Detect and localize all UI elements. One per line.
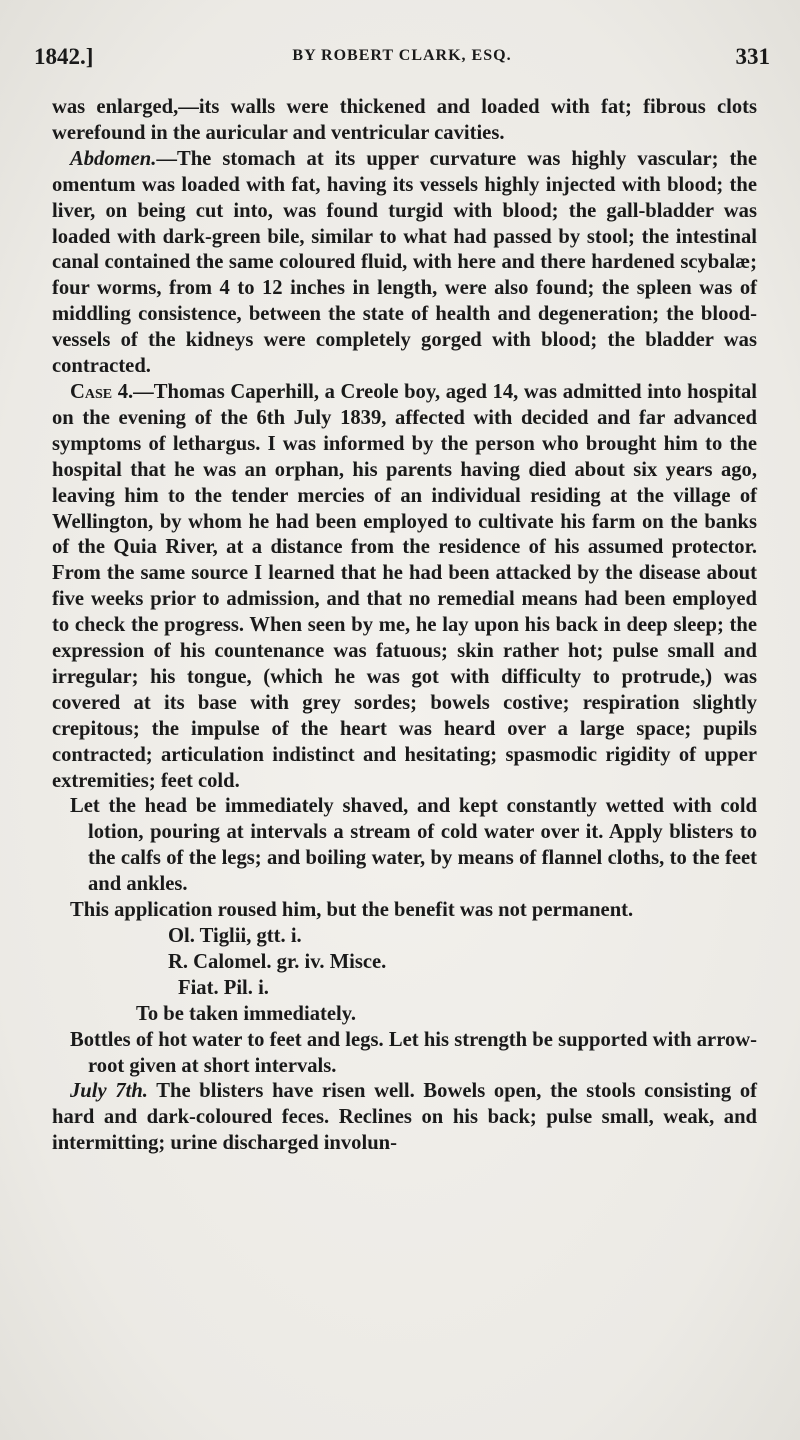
paragraph-treatment: Let the head be immediately shaved, and kept constantly wetted with cold lotion, pouring at intervals a stream of cold water over it. Apply blisters to the calfs of the legs; and boiling water, by means of flannel cloths, to the feet and ankles. — [70, 795, 757, 896]
page-number: 331 — [735, 44, 770, 69]
abdomen-label: Abdomen. — [70, 147, 157, 170]
case-label: Case 4. — [70, 380, 134, 403]
date-text: The blisters have risen well. Bowels open, the stools consisting of hard and dark-coloured feces. Reclines on his back; pulse small, weak, and intermitting; urine discharged involun- — [52, 1080, 757, 1155]
abdomen-text: —The stomach at its upper curvature was highly vascular; the omentum was loaded with fat, having its vessels highly injected with blood; the liver, on being cut into, was found turgid with blood; the gall-bladder was loaded with dark-green bile, similar to what had passed by stool; the intestinal canal contained the same coloured fluid, with here and there hardened scybalæ; four worms, from 4 to 12 inches in length, were also found; the spleen was of middling consistence, between the state of health and degeneration; the blood-vessels of the kidneys were completely gorged with blood; the bladder was contracted. — [52, 147, 757, 378]
paragraph-application: This application roused him, but the benefit was not permanent. — [70, 899, 634, 922]
paragraph-case-4 — [52, 380, 757, 795]
prescription-line-3: Fiat. Pil. i. — [178, 976, 269, 999]
prescription-line-4: To be taken immediately. — [136, 1002, 357, 1025]
paragraph-july-7 — [52, 1079, 757, 1157]
date-label: July 7th. — [70, 1080, 148, 1103]
case-text: —Thomas Caperhill, a Creole boy, aged 14, was admitted into hospital on the evening of the 6th July 1839, affected with decided and far advanced symptoms of lethargus. I was informed by the person who brought him to the hospital that he was an orphan, his parents having died about six years ago, leaving him to the tender mercies of an individual residing at the village of Wellington, by whom he had been employed to cultivate his farm on the banks of the Quia River, at a distance from the residence of his assumed protector. From the same source I learned that he had been attacked by the disease about five weeks prior to admission, and that no remedial means had been employed to check the progress. When seen by me, he lay upon his back in deep sleep; the expression of his countenance was fatuous; skin rather hot; pulse small and irregular; his tongue, (which he was got with difficulty to protrude,) was covered at its base with grey sordes; bowels costive; respiration slightly crepitous; the impulse of the heart was heard over a large space; pupils contracted; articulation indistinct and hesitating; spasmodic rigidity of upper extremities; feet cold. — [52, 380, 757, 792]
prescription-line-1: Ol. Tiglii, gtt. i. — [168, 925, 302, 947]
header-year: 1842.] — [34, 44, 94, 69]
paragraph-abdomen — [52, 147, 757, 380]
header-author: BY ROBERT CLARK, ESQ. — [292, 47, 512, 64]
body-text — [52, 95, 757, 1157]
running-header — [34, 44, 770, 76]
paragraph-bottles: Bottles of hot water to feet and legs. Let his strength be supported with arrow-root given at short intervals. — [70, 1028, 757, 1077]
prescription-line-2: R. Calomel. gr. iv. Misce. — [168, 950, 387, 973]
paragraph-heart: was enlarged,—its walls were thickened and loaded with fat; fibrous clots werefound in the auricular and ventricular cavities. — [52, 96, 757, 144]
